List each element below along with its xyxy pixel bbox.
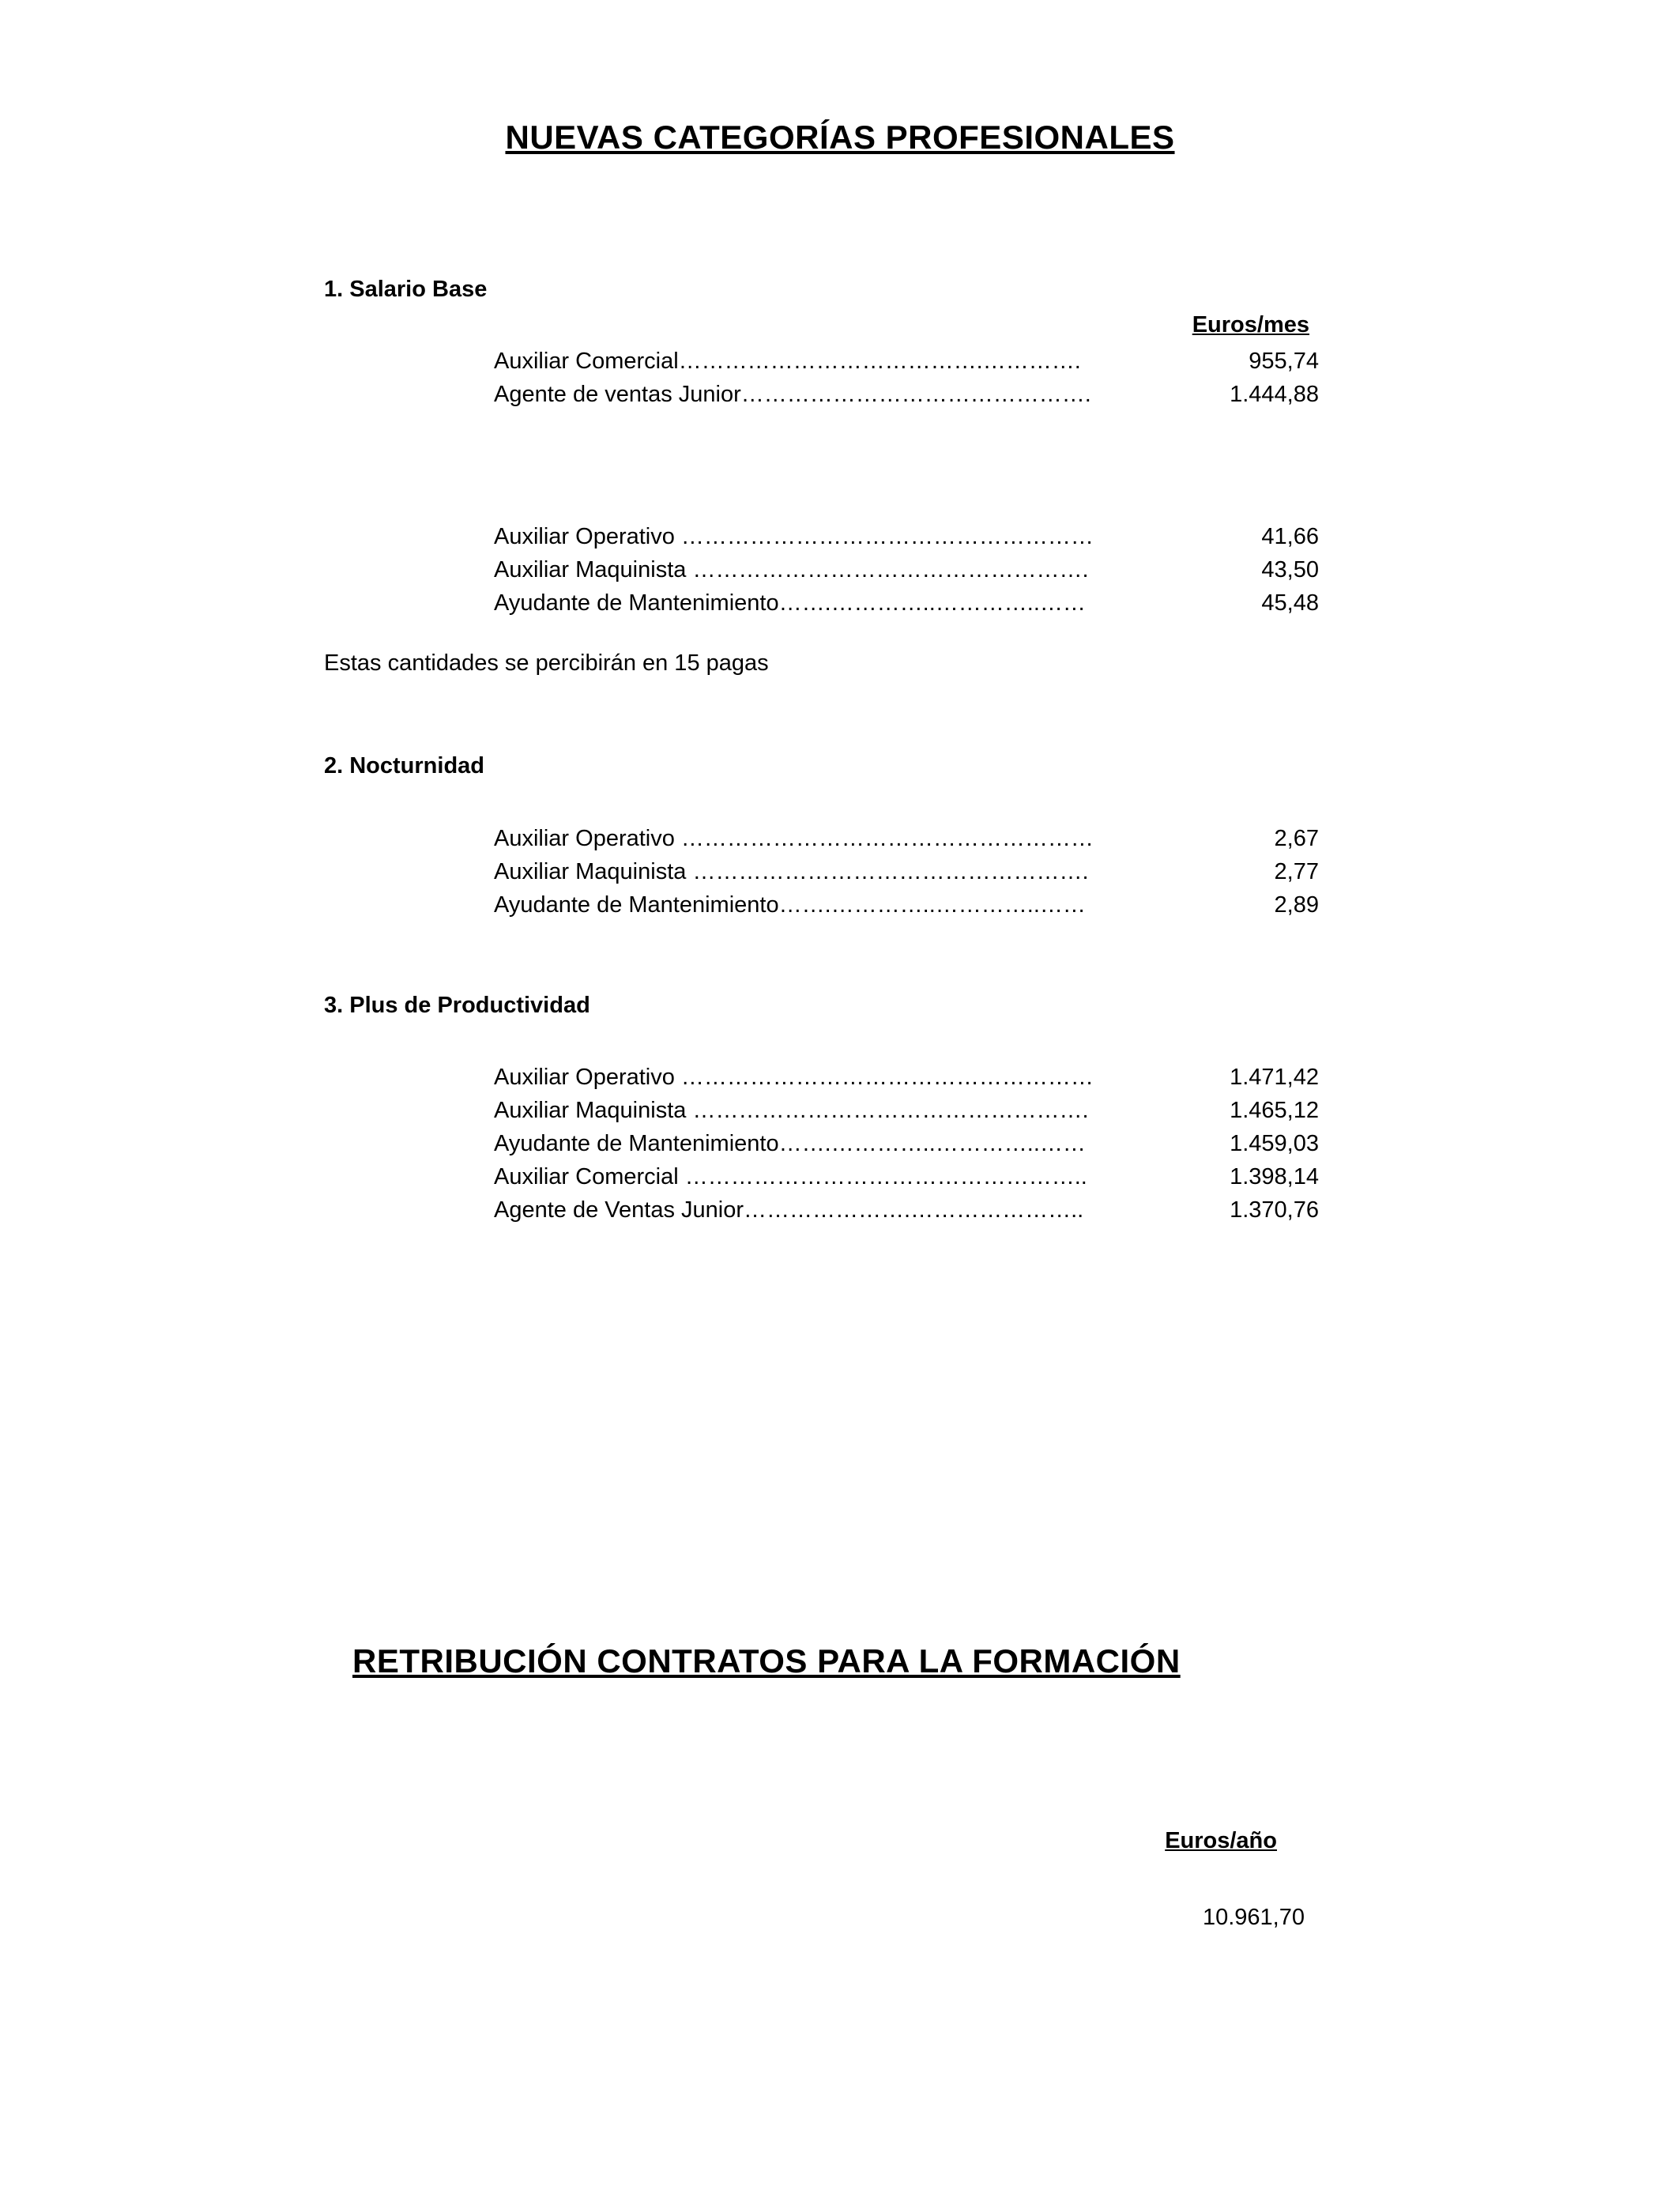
row-label: Agente de Ventas Junior………………….………………….. [494, 1197, 1084, 1223]
table-row [494, 520, 1319, 553]
table-row [494, 1127, 1319, 1160]
nocturnidad-group [494, 822, 1319, 922]
row-label: Auxiliar Comercial………………………………….…………. [494, 349, 1081, 374]
row-label: Auxiliar Operativo ……………………………………………… [494, 1065, 1094, 1090]
row-label: Auxiliar Maquinista ……………………………………………. [494, 859, 1089, 884]
row-label: Ayudante de Mantenimiento…….…………..…………..…… [494, 892, 1086, 918]
section-heading-salario-base: 1. Salario Base [324, 277, 488, 302]
column-header-euros-ano: Euros/año [1165, 1828, 1277, 1853]
row-value: 2,89 [1274, 892, 1319, 918]
row-label: Auxiliar Operativo ……………………………………………… [494, 524, 1094, 549]
table-row [494, 586, 1319, 620]
column-header-euros-mes: Euros/mes [1192, 312, 1309, 337]
plus-productividad-group [494, 1061, 1319, 1227]
page-title: NUEVAS CATEGORÍAS PROFESIONALES [505, 119, 1175, 156]
table-row [494, 1061, 1319, 1094]
section-heading-nocturnidad: 2. Nocturnidad [324, 753, 485, 778]
row-label: Auxiliar Maquinista ……………………………………………. [494, 557, 1089, 582]
row-value: 45,48 [1261, 590, 1319, 616]
table-row [494, 345, 1319, 378]
row-label: Auxiliar Maquinista ……………………………………………. [494, 1098, 1089, 1123]
row-value: 1.459,03 [1230, 1131, 1319, 1156]
table-row [494, 553, 1319, 586]
table-row [494, 1193, 1319, 1227]
pagas-note: Estas cantidades se percibirán en 15 pagas [324, 650, 769, 676]
row-label: Auxiliar Operativo ……………………………………………… [494, 826, 1094, 851]
row-value: 955,74 [1249, 349, 1319, 374]
table-row [494, 1160, 1319, 1193]
row-value: 1.465,12 [1230, 1098, 1319, 1123]
row-label: Agente de ventas Junior………………………………………. [494, 382, 1091, 407]
row-label: Ayudante de Mantenimiento…….…………..…………..…… [494, 1131, 1086, 1156]
row-value: 1.370,76 [1230, 1197, 1319, 1223]
row-value: 1.471,42 [1230, 1065, 1319, 1090]
row-label: Ayudante de Mantenimiento…….…………..…………..…… [494, 590, 1086, 616]
row-label: Auxiliar Comercial …………………………………………….. [494, 1164, 1087, 1189]
formacion-value: 10.961,70 [1202, 1905, 1305, 1930]
row-value: 41,66 [1261, 524, 1319, 549]
formacion-title: RETRIBUCIÓN CONTRATOS PARA LA FORMACIÓN [352, 1642, 1181, 1679]
row-value: 2,67 [1274, 826, 1319, 851]
table-row [494, 855, 1319, 888]
section-heading-plus-productividad: 3. Plus de Productividad [324, 993, 590, 1018]
salario-base-group-2 [494, 520, 1319, 620]
row-value: 2,77 [1274, 859, 1319, 884]
row-value: 43,50 [1261, 557, 1319, 582]
table-row [494, 378, 1319, 411]
row-value: 1.398,14 [1230, 1164, 1319, 1189]
table-row [494, 1094, 1319, 1127]
table-row [494, 888, 1319, 922]
salario-base-group-1 [494, 345, 1319, 411]
row-value: 1.444,88 [1230, 382, 1319, 407]
table-row [494, 822, 1319, 855]
